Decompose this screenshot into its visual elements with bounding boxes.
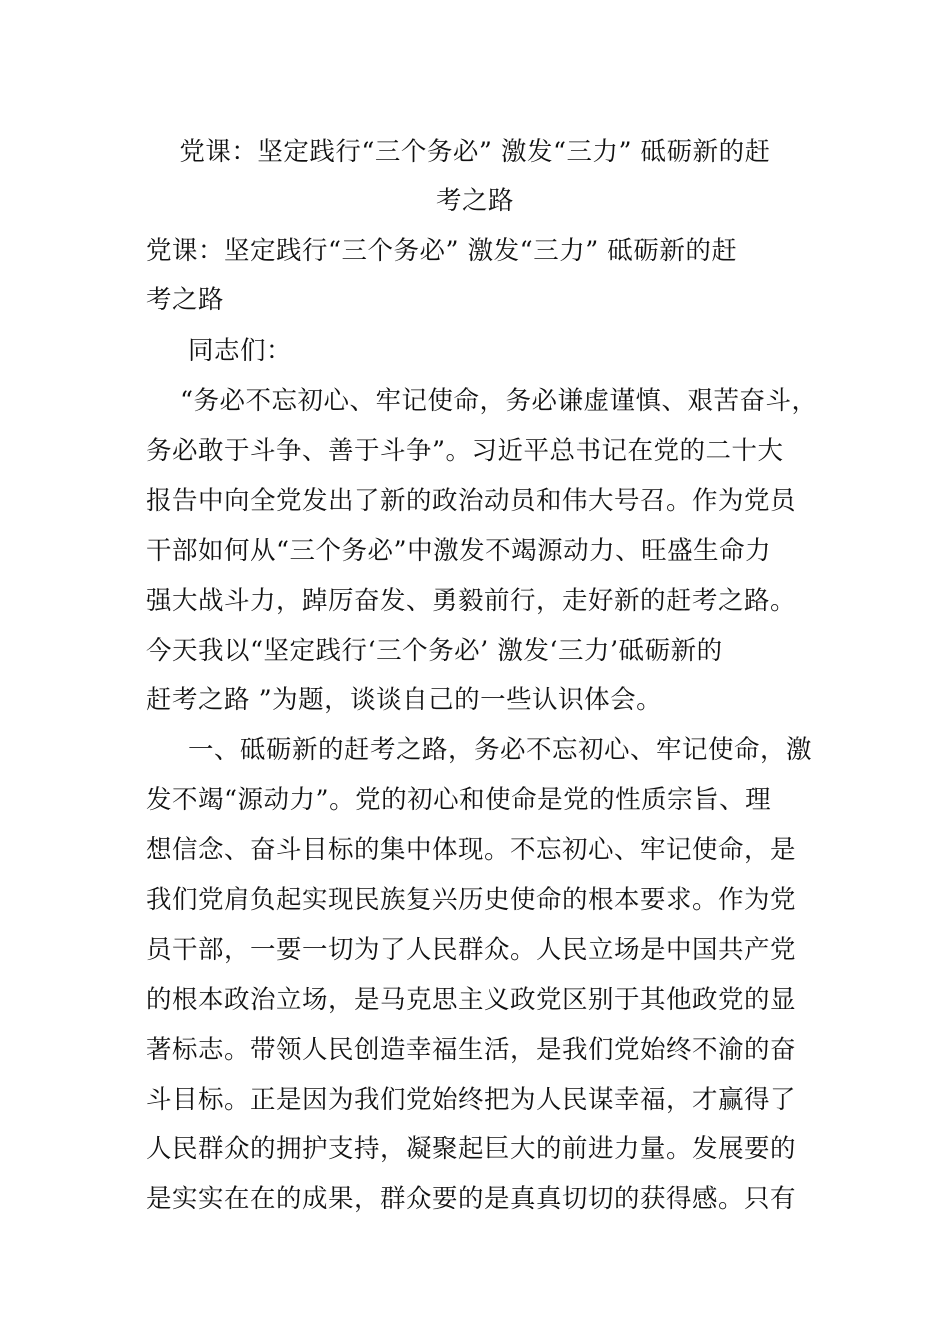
body-line: 我们党肩负起实现民族复兴历史使命的根本要求。作为党: [146, 885, 797, 915]
body-line: 赶考之路 ”为题，谈谈自己的一些认识体会。: [146, 685, 663, 715]
body-line: 强大战斗力，踔厉奋发、勇毅前行，走好新的赶考之路。: [146, 586, 797, 616]
body-line: 著标志。带领人民创造幸福生活，是我们党始终不渝的奋: [146, 1035, 797, 1065]
body-line: 务必敢于斗争、善于斗争”。习近平总书记在党的二十大: [146, 436, 784, 466]
body-line: 发不竭“源动力”。党的初心和使命是党的性质宗旨、理: [146, 785, 772, 815]
body-line: 今天我以“坚定践行‘三个务必’ 激发‘三力’砥砺新的: [146, 636, 723, 666]
body-line: 考之路: [146, 285, 225, 315]
greeting: 同志们：: [188, 336, 293, 366]
body-line: 党课：坚定践行“三个务必” 激发“三力” 砥砺新的赶: [146, 236, 738, 266]
body-line: 员干部，一要一切为了人民群众。人民立场是中国共产党: [146, 935, 797, 965]
body-line: 人民群众的拥护支持，凝聚起巨大的前进力量。发展要的: [146, 1134, 797, 1164]
body-line: 的根本政治立场，是马克思主义政党区别于其他政党的显: [146, 985, 797, 1015]
title-line-2: 考之路: [435, 186, 514, 216]
title-line-1: 党课：坚定践行“三个务必” 激发“三力” 砥砺新的赶: [179, 137, 771, 167]
section-heading-1: 一、砥砺新的赶考之路，务必不忘初心、牢记使命，激: [188, 735, 813, 765]
body-line: 想信念、奋斗目标的集中体现。不忘初心、牢记使命，是: [146, 835, 797, 865]
body-line: “务必不忘初心、牢记使命，务必谦虚谨慎、艰苦奋斗，: [180, 386, 818, 416]
body-line: 报告中向全党发出了新的政治动员和伟大号召。作为党员: [146, 486, 797, 516]
body-line: 干部如何从“三个务必”中激发不竭源动力、旺盛生命力: [146, 536, 772, 566]
body-line: 是实实在在的成果，群众要的是真真切切的获得感。只有: [146, 1184, 797, 1214]
body-line: 斗目标。正是因为我们党始终把为人民谋幸福，才赢得了: [146, 1085, 797, 1115]
